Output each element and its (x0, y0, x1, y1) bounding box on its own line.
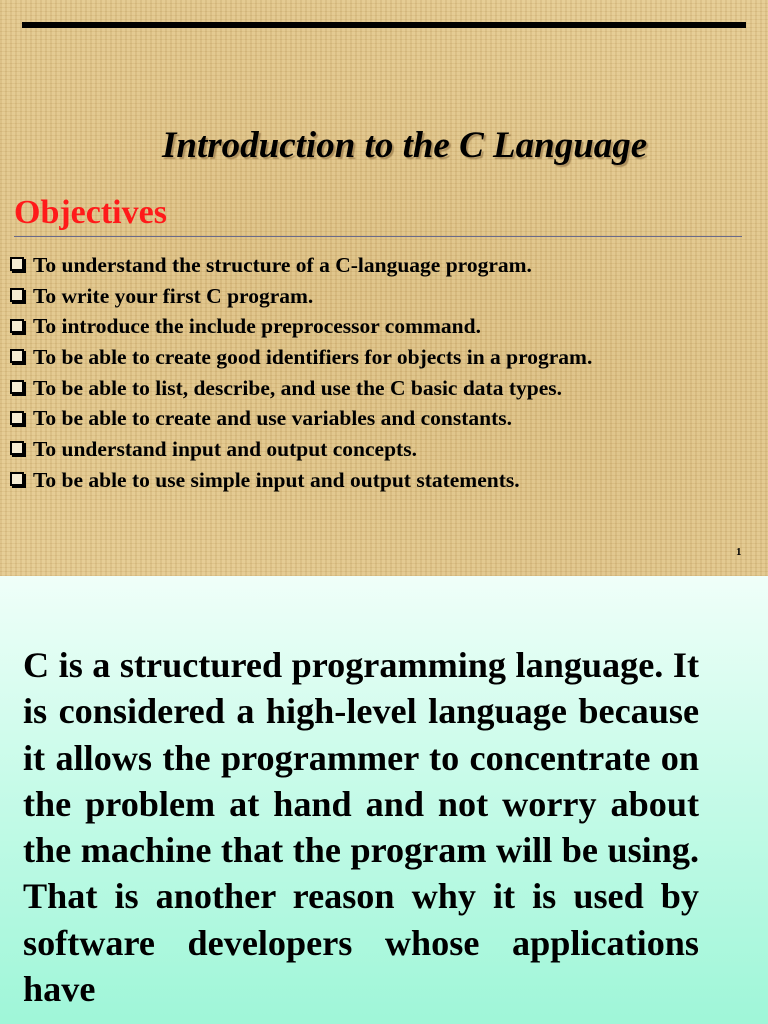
checkbox-square-icon (10, 441, 24, 455)
checkbox-square-icon (10, 472, 24, 486)
checkbox-square-icon (10, 380, 24, 394)
top-rule (22, 22, 746, 28)
objectives-list (10, 250, 592, 496)
objective-text: To understand the structure of a C-language program. (33, 252, 532, 277)
objective-item (10, 434, 592, 465)
objective-text: To be able to use simple input and output statements. (33, 467, 520, 492)
objective-item (10, 281, 592, 312)
objective-item (10, 373, 592, 404)
checkbox-square-icon (10, 349, 24, 363)
page-number: 1 (736, 546, 742, 558)
objective-text: To write your first C program. (33, 283, 314, 308)
objective-item (10, 250, 592, 281)
intro-paragraph: C is a structured programming language. It is considered a high-level language because it allows the programmer to concentrate on the problem at hand and not worry about the machine that the program will be using. That is another reason why it is used by software developers whose applications have (23, 645, 699, 1010)
objective-text: To be able to list, describe, and use the C basic data types. (33, 375, 562, 400)
objective-text: To be able to create and use variables and constants. (33, 406, 513, 431)
checkbox-square-icon (10, 319, 24, 333)
objective-item (10, 311, 592, 342)
objective-item (10, 403, 592, 434)
objective-text: To understand input and output concepts. (33, 436, 417, 461)
objective-text: To be able to create good identifiers for objects in a program. (33, 344, 593, 369)
objective-item (10, 342, 592, 373)
slide-title: Introduction to the C Language (162, 125, 648, 166)
objective-text: To introduce the include preprocessor command. (33, 314, 481, 339)
objectives-heading: Objectives (14, 194, 167, 231)
checkbox-square-icon (10, 411, 24, 425)
slide-2 (0, 576, 768, 1024)
objective-item (10, 465, 592, 496)
checkbox-square-icon (10, 288, 24, 302)
heading-divider (14, 236, 742, 237)
checkbox-square-icon (10, 257, 24, 271)
